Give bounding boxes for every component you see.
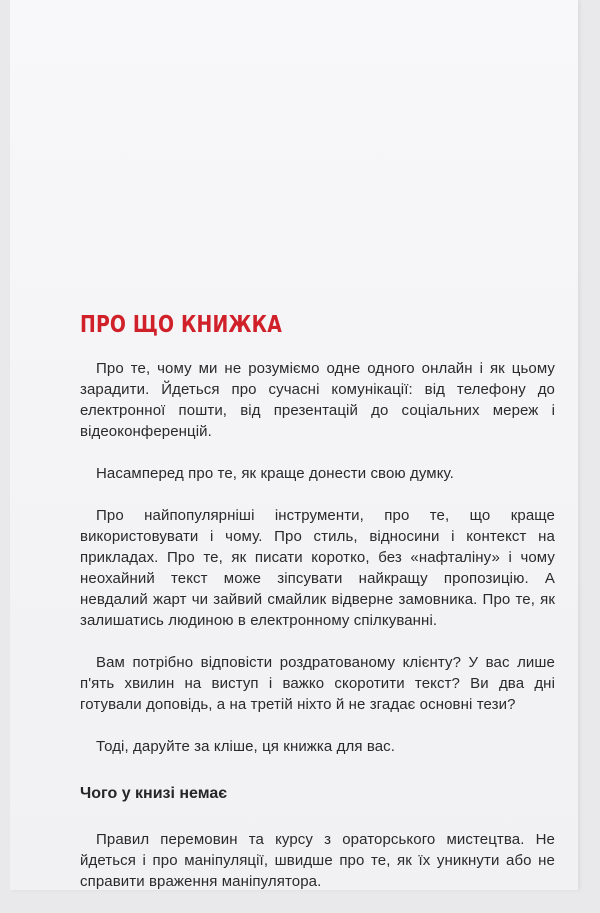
subsection-title: Чого у книзі немає bbox=[80, 785, 228, 802]
section-title: ПРО ЩО КНИЖКА bbox=[80, 312, 283, 338]
paragraph-5: Тоді, даруйте за кліше, ця книжка для вас. bbox=[96, 738, 396, 755]
paragraph-3: Про найпопулярніші інструменти, про те, що краще використовувати і чому. Про стиль, відносини і контекст на прикладах. Про те, як писати коротко, без «нафталіну» і чому неохайний текст може зіпсувати найкращу пропозицію. А невдалий жарт чи зайвий смайлик відверне замовника. Про те, як залишатись людиною в електронному спілкуванні. bbox=[80, 507, 555, 629]
paragraph-4: Вам потрібно відповісти роздратованому клієнту? У вас лише п'ять хвилин на виступ і важко скоротити текст? Ви два дні готували доповідь, а на третій ніхто й не згадає основні тези? bbox=[80, 654, 555, 713]
book-page bbox=[10, 0, 578, 890]
subsection-paragraph: Правил перемовин та курсу з ораторського мистецтва. Не йдеться і про маніпуляції, швидше про те, як їх уникнути або не справити враження маніпулятора. bbox=[80, 831, 555, 890]
paragraph-2: Насамперед про те, як краще донести свою думку. bbox=[96, 465, 454, 482]
page-content bbox=[80, 310, 555, 913]
paragraph-1: Про те, чому ми не розуміємо одне одного онлайн і як цьому зарадити. Йдеться про сучасні комунікації: від телефону до електронної пошти, від презентацій до соціальних мереж і відеоконференцій. bbox=[80, 360, 555, 440]
